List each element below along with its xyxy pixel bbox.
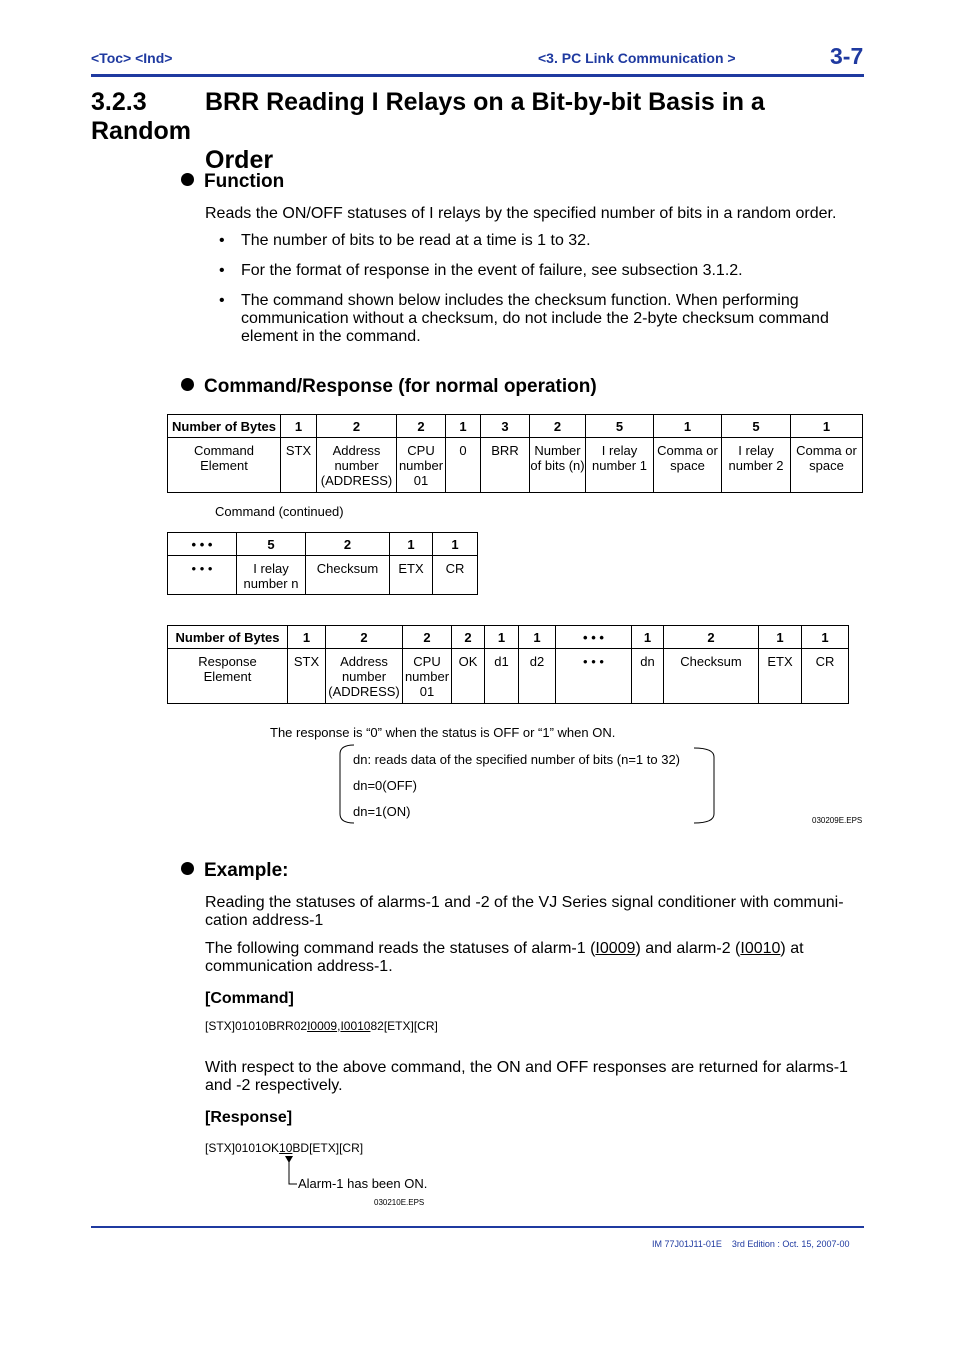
section-title — [91, 88, 871, 175]
table-cell: 2 — [452, 626, 485, 649]
header-rule — [91, 74, 864, 77]
continued-elements-row — [168, 556, 478, 595]
table-cell: 5 — [722, 415, 791, 438]
table-cell: 2 — [403, 626, 452, 649]
table-cell: Number of Bytes — [168, 626, 288, 649]
function-bullet-1: • The number of bits to be read at a time is 1 to 32. — [219, 232, 591, 249]
response-table — [167, 625, 849, 704]
table-cell: STX — [281, 438, 317, 493]
command-response-heading: Command/Response (for normal operation) — [181, 376, 597, 398]
table-cell: Checksum — [306, 556, 390, 595]
response-example: [STX]0101OK10BD[ETX][CR] — [205, 1141, 364, 1155]
command-continued-table — [167, 532, 478, 595]
relay-i0010: I0010 — [740, 940, 781, 957]
table-cell: I relay number 2 — [722, 438, 791, 493]
function-intro: Reads the ON/OFF statuses of I relays by the specified number of bits in a random order. — [205, 205, 837, 222]
example-heading: Example: — [181, 860, 288, 882]
table-cell: dn — [632, 649, 664, 704]
table-cell: 1 — [288, 626, 326, 649]
table-cell: 1 — [433, 533, 478, 556]
example-para-3: With respect to the above command, the ON and OFF responses are returned for alarms-1 and -2 respectively. — [205, 1059, 848, 1094]
table-cell: 1 — [485, 626, 519, 649]
table-cell: Command Element — [168, 438, 281, 493]
section-number: 3.2.3 — [91, 88, 147, 116]
chapter-link[interactable]: <3. PC Link Communication > — [538, 50, 736, 66]
table-cell: Number of bits (n) — [530, 438, 586, 493]
table-cell: Number of Bytes — [168, 415, 281, 438]
table-cell: Comma or space — [654, 438, 722, 493]
example-para-2: The following command reads the statuses of alarm-1 (I0009) and alarm-2 (I0010) at communication address-1. — [205, 940, 804, 975]
command-bytes-row — [168, 415, 863, 438]
table-cell: 1 — [632, 626, 664, 649]
bullet-icon — [181, 173, 194, 186]
figure-id: 030210E.EPS — [374, 1198, 425, 1207]
table-cell: 5 — [586, 415, 654, 438]
command-elements-row — [168, 438, 863, 493]
table-cell: BRR — [481, 438, 530, 493]
bullet-icon — [181, 378, 194, 391]
response-note: The response is “0” when the status is OFF or “1” when ON. — [270, 725, 616, 740]
table-cell: I relay number n — [237, 556, 306, 595]
table-cell: 1 — [390, 533, 433, 556]
table-cell: 0 — [446, 438, 481, 493]
table-cell: 1 — [791, 415, 863, 438]
table-cell: 5 — [237, 533, 306, 556]
command-subheading: [Command] — [205, 990, 294, 1007]
table-cell: Comma or space — [791, 438, 863, 493]
function-heading: Function — [181, 171, 284, 193]
table-cell: I relay number 1 — [586, 438, 654, 493]
page-number: 3-7 — [830, 43, 864, 69]
table-cell: 1 — [519, 626, 556, 649]
table-cell: Address number (ADDRESS) — [317, 438, 397, 493]
table-cell: OK — [452, 649, 485, 704]
table-cell: CR — [802, 649, 849, 704]
table-cell: 2 — [530, 415, 586, 438]
table-cell: 1 — [281, 415, 317, 438]
table-cell: • • • — [556, 649, 632, 704]
command-continued-label: Command (continued) — [215, 504, 344, 519]
table-cell: 2 — [326, 626, 403, 649]
table-cell: ETX — [759, 649, 802, 704]
footer-rule — [91, 1226, 864, 1228]
table-cell: 2 — [306, 533, 390, 556]
continued-bytes-row — [168, 533, 478, 556]
table-cell: • • • — [556, 626, 632, 649]
table-cell: STX — [288, 649, 326, 704]
function-bullet-3: • The command shown below includes the checksum function. When performing communication without a checksum, do not include the 2-byte checksum command element in the command. — [219, 292, 829, 345]
doc-id: IM 77J01J11-01E — [652, 1239, 722, 1249]
response-subheading: [Response] — [205, 1109, 293, 1126]
table-cell: CPU number 01 — [397, 438, 446, 493]
figure-id: 030209E.EPS — [812, 816, 863, 825]
edition: 3rd Edition : Oct. 15, 2007-00 — [731, 1239, 850, 1249]
table-cell: d1 — [485, 649, 519, 704]
command-table — [167, 414, 863, 493]
command-example: [STX]01010BRR02I0009,I001082[ETX][CR] — [205, 1019, 438, 1033]
table-cell: CPU number 01 — [403, 649, 452, 704]
relay-i0009: I0009 — [595, 940, 636, 957]
section-title-line1: BRR Reading I Relays on a Bit-by-bit Basis in a Random — [91, 88, 765, 145]
response-elements-row — [168, 649, 849, 704]
toc-index-link[interactable]: <Toc> <Ind> — [91, 50, 173, 66]
table-cell: • • • — [168, 556, 237, 595]
table-cell: 2 — [664, 626, 759, 649]
section-title-line2: Order — [205, 146, 274, 174]
dn-note-3: dn=1(ON) — [353, 804, 411, 819]
function-bullet-2: • For the format of response in the event of failure, see subsection 3.1.2. — [219, 262, 743, 279]
table-cell: ETX — [390, 556, 433, 595]
table-cell: Address number (ADDRESS) — [326, 649, 403, 704]
table-cell: Response Element — [168, 649, 288, 704]
table-cell: • • • — [168, 533, 237, 556]
table-cell: 1 — [446, 415, 481, 438]
annotation-text: Alarm-1 has been ON. — [298, 1176, 428, 1191]
dn-note-2: dn=0(OFF) — [353, 778, 417, 793]
table-cell: 3 — [481, 415, 530, 438]
response-bytes-row — [168, 626, 849, 649]
table-cell: CR — [433, 556, 478, 595]
table-cell: d2 — [519, 649, 556, 704]
footer-text — [652, 1239, 849, 1249]
table-cell: 2 — [397, 415, 446, 438]
table-cell: 2 — [317, 415, 397, 438]
example-para-1: Reading the statuses of alarms-1 and -2 of the VJ Series signal conditioner with communi- cation address-1 — [205, 894, 844, 929]
table-cell: 1 — [654, 415, 722, 438]
table-cell: Checksum — [664, 649, 759, 704]
bullet-icon — [181, 862, 194, 875]
table-cell: 1 — [802, 626, 849, 649]
dn-note-1: dn: reads data of the specified number of bits (n=1 to 32) — [353, 752, 681, 767]
table-cell: 1 — [759, 626, 802, 649]
